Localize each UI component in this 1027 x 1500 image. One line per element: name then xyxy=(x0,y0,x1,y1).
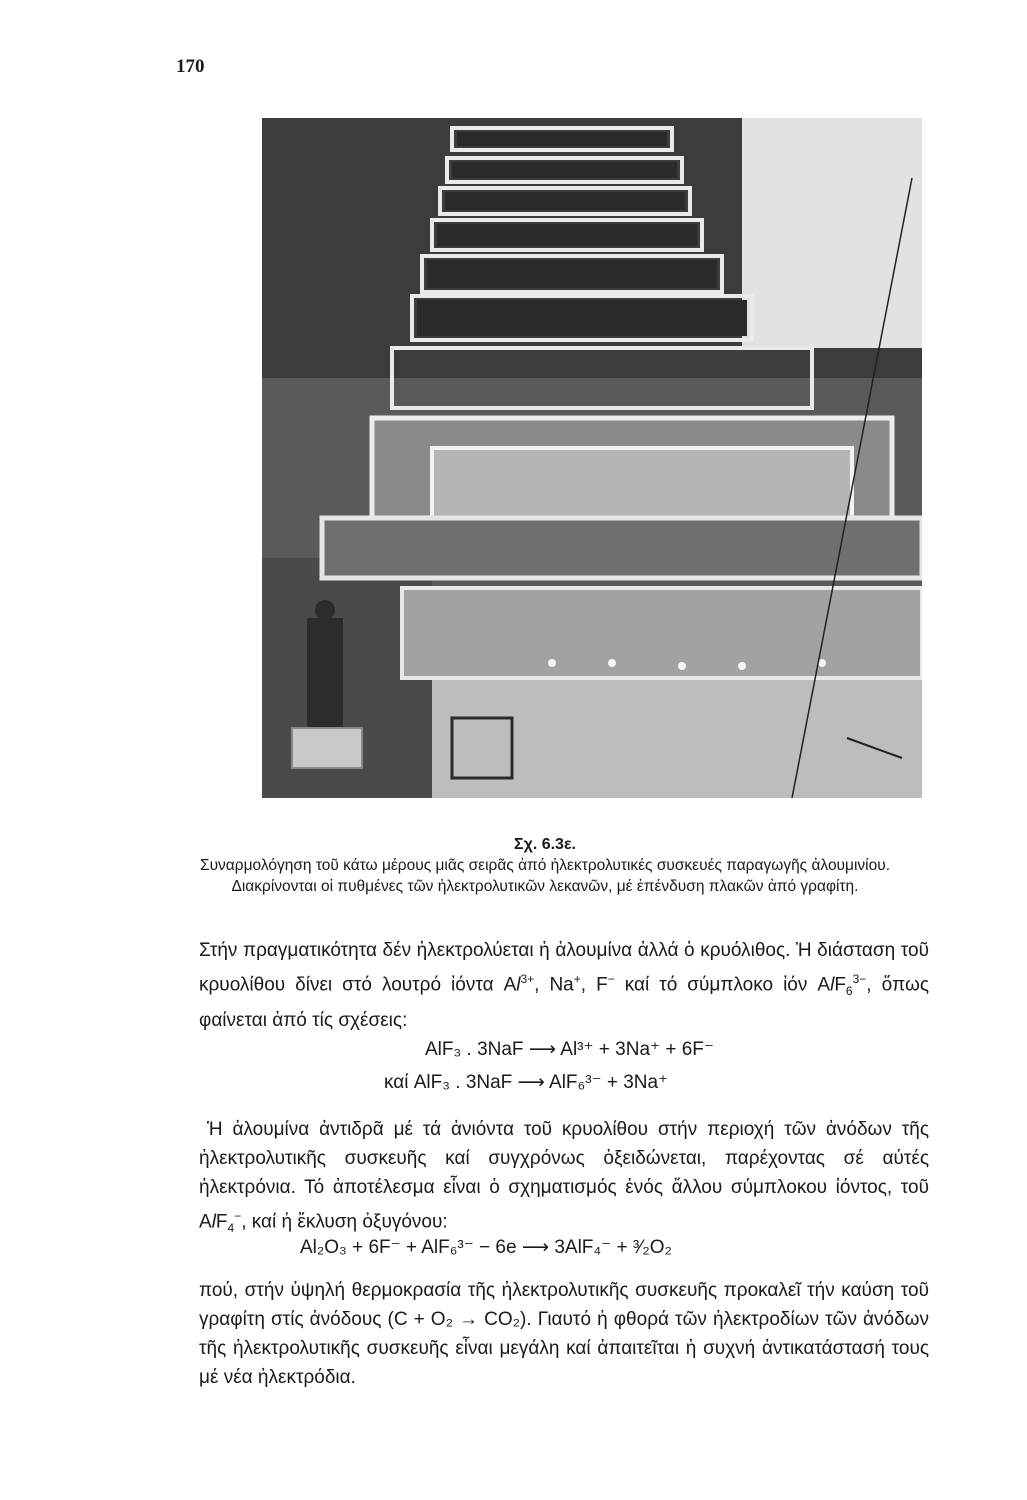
figure-caption xyxy=(150,834,940,897)
page-number: 170 xyxy=(176,56,205,77)
p1-text-c: , F xyxy=(580,974,608,996)
paragraph-1: Στήν πραγματικότητα δέν ἠλεκτρολύεται ἡ ἀλουμίνα ἀλλά ὁ κρυόλιθος. Ἡ διάσταση τοῦ κρυολίθου δίνει στό λουτρό ἰόντα $Al^{3+}$, Na+, F− καί τό σύμπλοκο ἰόν AlF$_6^{3-}$, ὅπως φαίνεται ἀπό τίς σχέσεις: xyxy=(199,940,929,1032)
caption-line-2: Διακρίνονται οἱ πυθμένες τῶν ἠλεκτρολυτικῶν λεκανῶν, μέ ἐπένδυση πλακῶν ἀπό γραφίτη. xyxy=(231,878,859,895)
p2-text: Ἡ ἀλουμίνα ἀντιδρᾶ μέ τά ἀνιόντα τοῦ κρυολίθου στήν περιοχή τῶν ἀνόδων τῆς ἠλεκτρολυτικῆς συσκευῆς καί συγχρόνως ὀξειδώνεται, παρέχοντας σέ αὐτές ἠλεκτρόνια. Τό ἀποτέλεσμα εἶναι ὁ σχηματισμός ἑνός ἄλλου σύμπλοκου ἰόντος, τοῦ xyxy=(199,1119,929,1198)
paragraph-2: Ἡ ἀλουμίνα ἀντιδρᾶ μέ τά ἀνιόντα τοῦ κρυολίθου στήν περιοχή τῶν ἀνόδων τῆς ἠλεκτρολυτικῆς συσκευῆς καί συγχρόνως ὀξειδώνεται, παρέχοντας σέ αὐτές ἠλεκτρόνια. Τό ἀποτέλεσμα εἶναι ὁ σχηματισμός ἑνός ἄλλου σύμπλοκου ἰόντος, τοῦ AlF$_4$−, καί ἡ ἔκλυση ὀξυγόνου: xyxy=(199,1119,929,1236)
p1-text-e: , ὅπως φαίνεται ἀπό τίς σχέσεις: xyxy=(199,974,929,1032)
p1-text-a: Στήν πραγματικότητα δέν ἠλεκτρολύεται ἡ ἀλουμίνα ἀλλά ὁ κρυόλιθος. Ἡ διάσταση τοῦ κρυολίθου δίνει στό λουτρό ἰόντα xyxy=(199,940,929,996)
caption-line-1: Συναρμολόγηση τοῦ κάτω μέρους μιᾶς σειρᾶς ἀπό ἠλεκτρολυτικές συσκευές παραγωγῆς ἀλουμινίου. xyxy=(199,857,891,874)
equation-2: καί AlF₃ . 3NaF ⟶ AlF₆³⁻ + 3Na⁺ xyxy=(384,1072,669,1093)
p2-text-end: , καί ἡ ἔκλυση ὀξυγόνου: xyxy=(241,1211,448,1233)
p1-text-b: , Na xyxy=(534,974,574,996)
electrolytic-cells-photo xyxy=(262,118,922,798)
figure-label: Σχ. 6.3ε. xyxy=(514,836,576,853)
p1-text-d: καί τό σύμπλοκο ἰόν xyxy=(614,974,818,996)
figure-photo xyxy=(262,118,922,798)
paragraph-3: πού, στήν ὑψηλή θερμοκρασία τῆς ἠλεκτρολυτικῆς συσκευῆς προκαλεῖ τήν καύση τοῦ γραφίτη στίς ἀνόδους (C + O₂ → CO₂). Γιαυτό ἡ φθορά τῶν ἠλεκτροδίων τῶν ἀνόδων τῆς ἠλεκτρολυτικῆς συσκευῆς εἶναι μεγάλη καί ἀπαιτεῖται ἡ συχνή ἀντικατάστασή τους μέ νέα ἠλεκτρόδια. xyxy=(199,1280,929,1388)
equation-1: AlF₃ . 3NaF ⟶ Al³⁺ + 3Na⁺ + 6F⁻ xyxy=(425,1039,714,1060)
equation-3: Al₂O₃ + 6F⁻ + AlF₆³⁻ − 6e ⟶ 3AlF₄⁻ + ³⁄₂O₂ xyxy=(300,1237,672,1258)
